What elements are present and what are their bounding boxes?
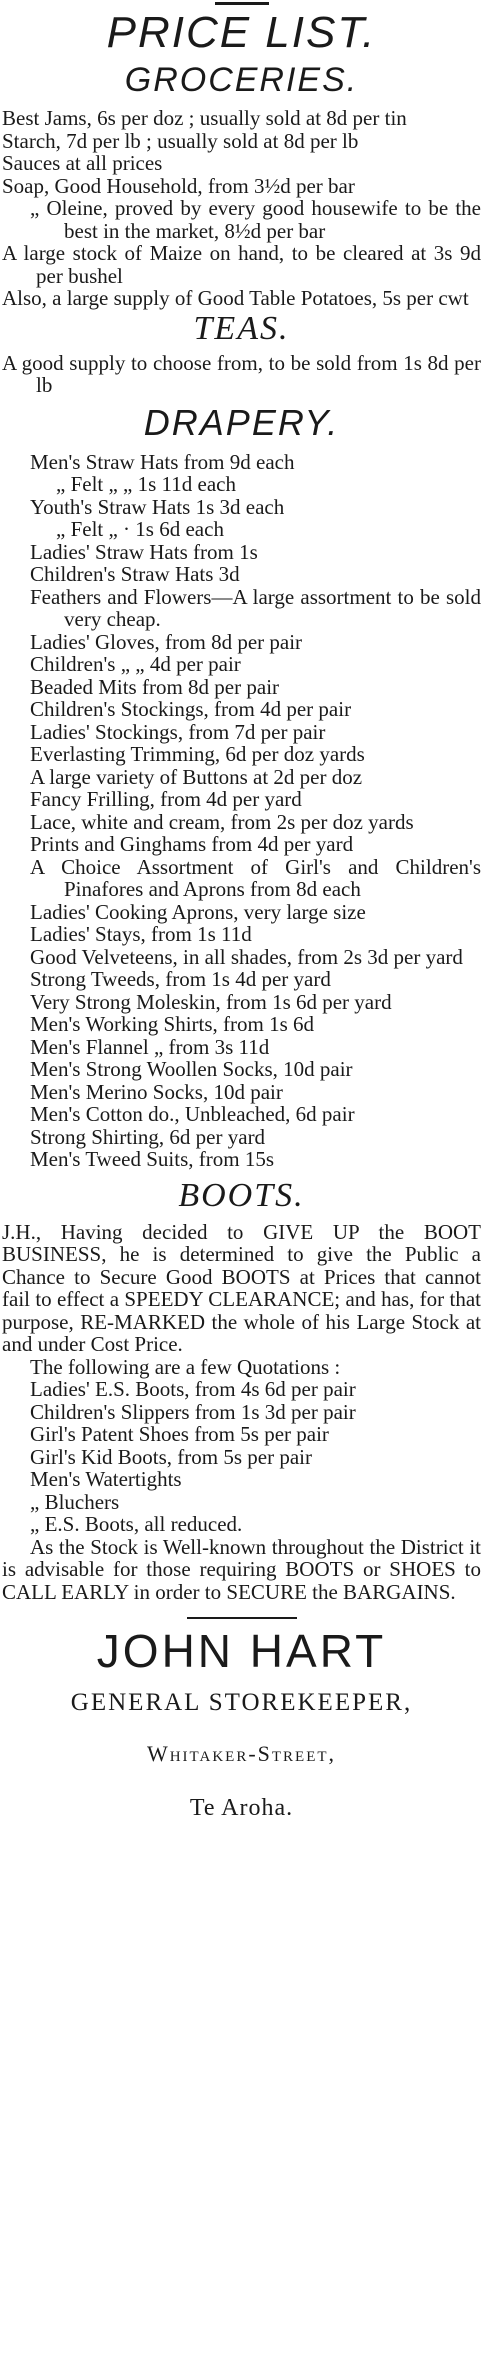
drapery-item: Very Strong Moleskin, from 1s 6d per yard bbox=[30, 989, 392, 1014]
drapery-item: A large variety of Buttons at 2d per doz bbox=[30, 764, 363, 789]
boots-closing: As the Stock is Well-known throughout the District it is advisable for those requiring BOOTS or SHOES to CALL EARLY in order to SECURE the BARGAINS. bbox=[2, 1534, 481, 1604]
teas-heading: TEAS. bbox=[193, 309, 290, 347]
drapery-item: „ Felt „ · 1s 6d each bbox=[56, 517, 224, 541]
drapery-item: Men's Merino Socks, 10d pair bbox=[30, 1079, 283, 1104]
drapery-item: Beaded Mits from 8d per pair bbox=[30, 674, 280, 699]
drapery-item: Men's Working Shirts, from 1s 6d bbox=[30, 1012, 315, 1036]
groceries-heading: GROCERIES. bbox=[124, 61, 359, 99]
drapery-item: Lace, white and cream, from 2s per doz yards bbox=[30, 809, 414, 834]
teas-list bbox=[2, 352, 481, 397]
boots-item: Girl's Patent Shoes from 5s per pair bbox=[30, 1422, 329, 1446]
boots-intro: J.H., Having decided to GIVE UP the BOOT BUSINESS, he is determined to give the Public a Chance to Secure Good BOOTS at Prices that cannot fail to effect a SPEEDY CLEARANCE; and has, for that purpose, RE-MARKED the whole of his Large Stock at and under Cost Price. bbox=[2, 1219, 481, 1356]
drapery-item: A Choice Assortment of Girl's and Children's Pinafores and Aprons from 8d each bbox=[30, 854, 481, 901]
drapery-list bbox=[2, 451, 481, 1171]
drapery-item: Men's Cotton do., Unbleached, 6d pair bbox=[30, 1102, 355, 1126]
boots-item: „ E.S. Boots, all reduced. bbox=[30, 1512, 243, 1536]
boots-list bbox=[2, 1378, 481, 1536]
drapery-item: Men's Strong Woollen Socks, 10d pair bbox=[30, 1057, 353, 1081]
drapery-item: Men's Flannel „ from 3s 11d bbox=[30, 1034, 270, 1059]
drapery-item: Children's Straw Hats 3d bbox=[30, 562, 240, 586]
drapery-item: Prints and Ginghams from 4d per yard bbox=[30, 832, 354, 856]
drapery-item: Good Velveteens, in all shades, from 2s 3d per yard bbox=[30, 944, 463, 969]
drapery-item: Men's Straw Hats from 9d each bbox=[30, 449, 295, 474]
groceries-item: Soap, Good Household, from 3½d per bar bbox=[2, 173, 355, 198]
drapery-item: Ladies' Straw Hats from 1s bbox=[30, 539, 258, 564]
boots-quotations-intro: The following are a few Quotations : bbox=[30, 1354, 341, 1379]
boots-item: Ladies' E.S. Boots, from 4s 6d per pair bbox=[30, 1377, 356, 1401]
drapery-heading: DRAPERY. bbox=[143, 401, 340, 443]
drapery-item: Strong Shirting, 6d per yard bbox=[30, 1124, 266, 1149]
merchant-street: Whitaker-Street, bbox=[146, 1740, 337, 1766]
boots-heading: BOOTS. bbox=[178, 1176, 305, 1214]
footer-rule bbox=[187, 1617, 297, 1619]
groceries-item: Sauces at all prices bbox=[2, 151, 163, 175]
merchant-name: JOHN HART bbox=[96, 1624, 387, 1677]
drapery-item: Fancy Frilling, from 4d per yard bbox=[30, 787, 302, 811]
drapery-item: Youth's Straw Hats 1s 3d each bbox=[30, 494, 285, 519]
teas-item: A good supply to choose from, to be sold from 1s 8d per lb bbox=[2, 350, 481, 397]
groceries-item: A large stock of Maize on hand, to be cleared at 3s 9d per bushel bbox=[2, 241, 481, 288]
groceries-item: Also, a large supply of Good Table Potatoes, 5s per cwt bbox=[2, 286, 469, 310]
merchant-occupation: GENERAL STOREKEEPER, bbox=[70, 1688, 413, 1716]
drapery-item: Ladies' Stockings, from 7d per pair bbox=[30, 719, 326, 744]
groceries-list bbox=[2, 107, 481, 310]
drapery-item: Strong Tweeds, from 1s 4d per yard bbox=[30, 967, 331, 991]
merchant-town: Te Aroha. bbox=[189, 1794, 294, 1821]
drapery-item: Ladies' Stays, from 1s 11d bbox=[30, 922, 252, 946]
drapery-item: „ Felt „ „ 1s 11d each bbox=[56, 472, 236, 496]
boots-item: Children's Slippers from 1s 3d per pair bbox=[30, 1399, 356, 1424]
drapery-item: Everlasting Trimming, 6d per doz yards bbox=[30, 742, 365, 766]
groceries-item: Best Jams, 6s per doz ; usually sold at 8d per tin bbox=[2, 106, 407, 130]
top-rule bbox=[215, 2, 269, 5]
drapery-item: Children's Stockings, from 4d per pair bbox=[30, 697, 352, 721]
drapery-item: Ladies' Cooking Aprons, very large size bbox=[30, 899, 366, 924]
boots-item: „ Bluchers bbox=[30, 1489, 120, 1514]
boots-item: Men's Watertights bbox=[30, 1467, 182, 1491]
drapery-item: Feathers and Flowers—A large assortment to be sold very cheap. bbox=[30, 584, 481, 631]
groceries-item: Starch, 7d per lb ; usually sold at 8d per lb bbox=[2, 128, 359, 153]
drapery-item: Men's Tweed Suits, from 15s bbox=[30, 1147, 275, 1171]
groceries-item: „ Oleine, proved by every good housewife to be the best in the market, 8½d per bar bbox=[30, 196, 481, 243]
drapery-item: Children's „ „ 4d per pair bbox=[30, 652, 241, 676]
boots-item: Girl's Kid Boots, from 5s per pair bbox=[30, 1444, 313, 1469]
drapery-item: Ladies' Gloves, from 8d per pair bbox=[30, 629, 303, 654]
page-title: PRICE LIST. bbox=[106, 8, 377, 57]
